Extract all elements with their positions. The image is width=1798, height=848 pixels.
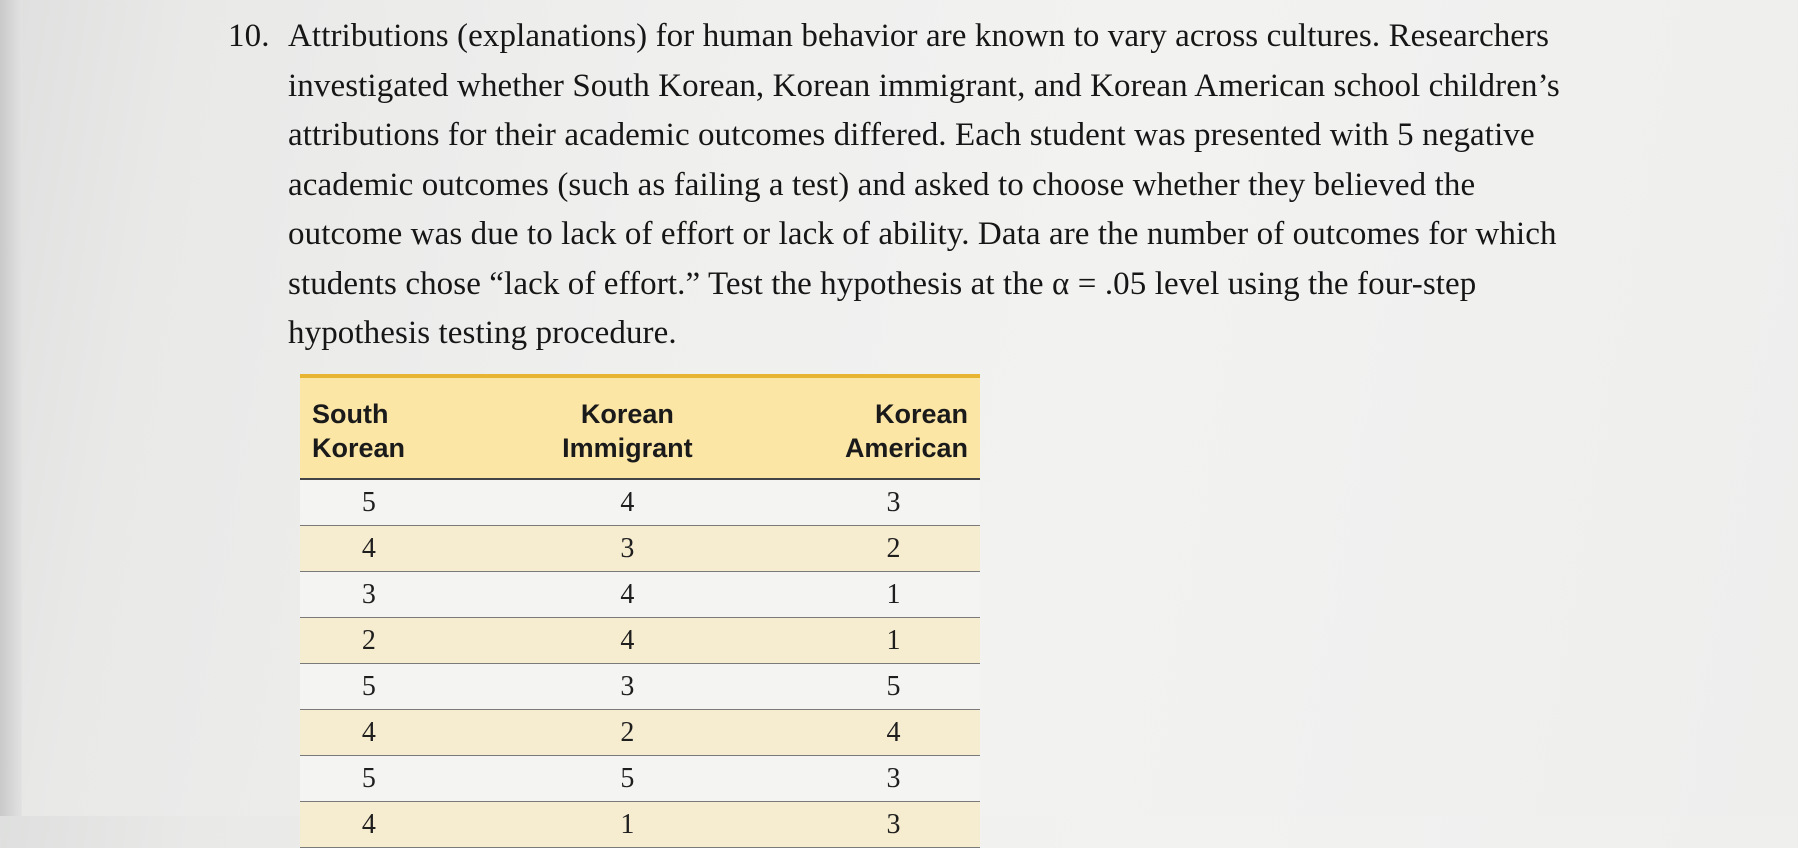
- table-cell: 3: [508, 664, 747, 710]
- data-table: [300, 374, 980, 848]
- table-cell: 4: [300, 526, 508, 572]
- table-cell: 2: [508, 710, 747, 756]
- page-left-edge: [0, 0, 22, 816]
- table-cell: 5: [300, 664, 508, 710]
- table-cell: 2: [747, 526, 980, 572]
- table-row: [300, 479, 980, 526]
- table-cell: 3: [747, 479, 980, 526]
- header-korean-immigrant: Korean Immigrant: [508, 376, 747, 479]
- table-cell: 5: [747, 664, 980, 710]
- question-block: [228, 12, 1668, 359]
- table-row: [300, 664, 980, 710]
- table-cell: 5: [508, 756, 747, 802]
- table-row: [300, 572, 980, 618]
- table-row: [300, 802, 980, 848]
- header-south-korean: South Korean: [300, 376, 508, 479]
- table-cell: 4: [508, 572, 747, 618]
- table-cell: 1: [747, 618, 980, 664]
- table-cell: 4: [300, 802, 508, 848]
- table-cell: 3: [747, 756, 980, 802]
- table-cell: 4: [747, 710, 980, 756]
- table-row: [300, 526, 980, 572]
- table-cell: 5: [300, 756, 508, 802]
- table-header-row: [300, 376, 980, 479]
- header-korean-american: Korean American: [747, 376, 980, 479]
- table-cell: 4: [300, 710, 508, 756]
- table-cell: 3: [300, 572, 508, 618]
- table-cell: 1: [747, 572, 980, 618]
- table-cell: 1: [508, 802, 747, 848]
- table-cell: 3: [747, 802, 980, 848]
- table-row: [300, 618, 980, 664]
- table-row: [300, 710, 980, 756]
- table-row: [300, 756, 980, 802]
- table-cell: 5: [300, 479, 508, 526]
- table-cell: 2: [300, 618, 508, 664]
- table-cell: 4: [508, 618, 747, 664]
- question-number: 10.: [228, 18, 270, 54]
- question-text: Attributions (explanations) for human behavior are known to vary across cultures. Researchers investigated whether South Korean, Korean immigrant, and Korean American school children’s attributions for their academic outcomes differed. Each student was presented with 5 negative academic outcomes (such as failing a test) and asked to choose whether they believed the outcome was due to lack of effort or lack of ability. Data are the number of outcomes for which students chose “lack of effort.” Test the hypothesis at the α = .05 level using the four-step hypothesis testing procedure.: [288, 18, 1560, 351]
- table-cell: 3: [508, 526, 747, 572]
- table-cell: 4: [508, 479, 747, 526]
